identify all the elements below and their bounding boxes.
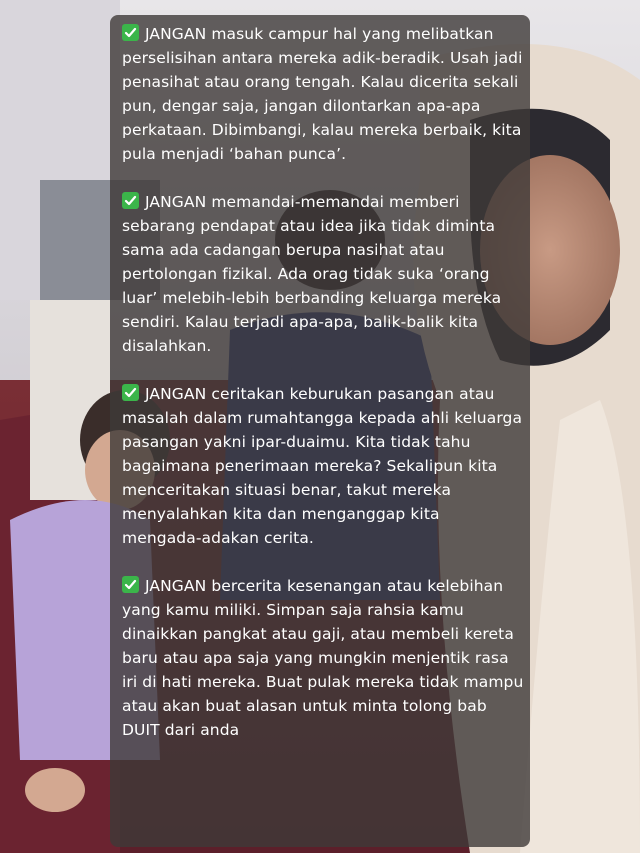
text-content [122, 22, 524, 766]
check-mark-icon [122, 384, 139, 401]
paragraph-3 [122, 382, 524, 550]
paragraph-2 [122, 190, 524, 358]
paragraph-4 [122, 574, 524, 742]
paragraph-4-text: JANGAN bercerita kesenangan atau kelebihan yang kamu miliki. Simpan saja rahsia kamu dinaikkan pangkat atau gaji, atau membeli kereta baru atau apa saja yang mungkin menjentik rasa iri di hati mereka. Buat pulak mereka tidak mampu atau akan buat alasan untuk minta tolong bab DUIT dari anda [122, 577, 524, 739]
paragraph-1-text: JANGAN masuk campur hal yang melibatkan perselisihan antara mereka adik-beradik. Usah jadi penasihat atau orang tengah. Kalau dicerita sekali pun, dengar saja, jangan dilontarkan apa-apa perkataan. Dibimbangi, kalau mereka berbaik, kita pula menjadi ‘bahan punca’. [122, 25, 523, 163]
check-mark-icon [122, 576, 139, 593]
check-mark-icon [122, 192, 139, 209]
check-mark-icon [122, 24, 139, 41]
paragraph-3-text: JANGAN ceritakan keburukan pasangan atau masalah dalam rumahtangga kepada ahli keluarga pasangan yakni ipar-duaimu. Kita tidak tahu bagaimana penerimaan mereka? Sekalipun kita menceritakan situasi benar, takut mereka menyalahkan kita dan menganggap kita mengada-adakan cerita. [122, 385, 523, 547]
paragraph-1 [122, 22, 524, 166]
paragraph-2-text: JANGAN memandai-memandai memberi sebarang pendapat atau idea jika tidak diminta sama ada cadangan berupa nasihat atau pertolongan fizikal. Ada orag tidak suka ‘orang luar’ melebih-lebih berbanding keluarga mereka sendiri. Kalau terjadi apa-apa, balik-balik kita disalahkan. [122, 193, 502, 355]
